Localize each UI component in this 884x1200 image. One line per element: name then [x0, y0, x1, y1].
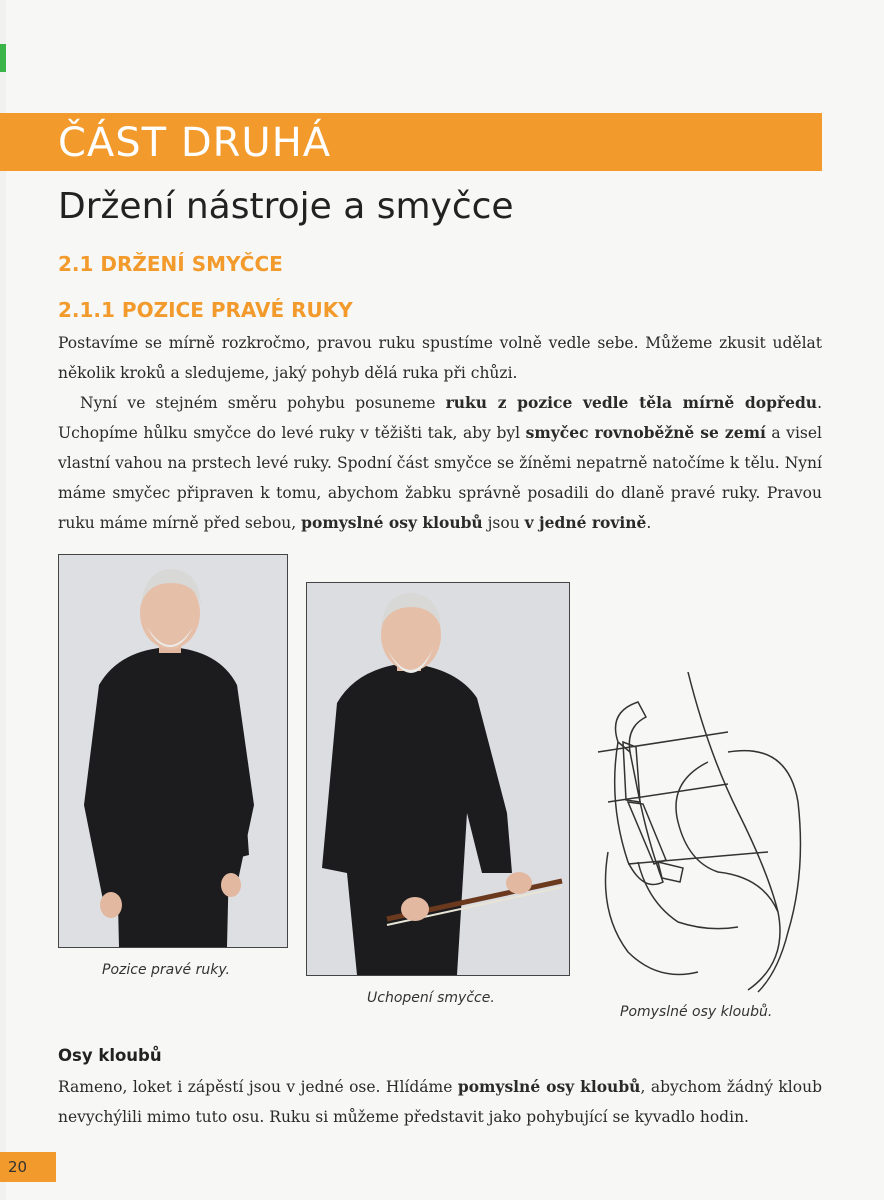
text-run: , abychom žádný kloub nevychýlili mimo tuto osu. Ruku si můžeme představit jako pohybující se kyvadlo hodin. [58, 1078, 822, 1126]
page-number: 20 [0, 1152, 56, 1182]
joint-axes-diagram [588, 672, 812, 998]
section-heading: 2.1 DRŽENÍ SMYČCE [58, 252, 283, 276]
text-run: jsou [482, 514, 525, 532]
text-run: a visel vlastní vahou na prstech levé ruky. Spodní část smyčce se žíněmi nepatrně natočíme k tělu. Nyní máme smyčec připraven k tomu, abychom žabku správně posadili do dlaně pravé ruky. Pravou ruku máme mírně před sebou, [58, 424, 822, 532]
bold-run: v jedné rovině [524, 513, 647, 532]
photo-right-hand-position [58, 554, 288, 948]
bold-run: ruku z pozice vedle těla mírně dopředu [445, 393, 818, 412]
page-edge-marker [0, 44, 6, 72]
text-run: Rameno, loket i zápěstí jsou v jedné ose. Hlídáme [58, 1078, 458, 1096]
man-standing-illustration [59, 555, 287, 947]
chapter-title: Držení nástroje a smyčce [58, 186, 514, 227]
photo-caption-bow-grip: Uchopení smyčce. [367, 990, 495, 1006]
bold-run: pomyslné osy kloubů [301, 513, 483, 532]
bold-run: pomyslné osy kloubů [457, 1077, 641, 1096]
paragraph-3 [58, 1072, 822, 1132]
bold-run: smyčec rovnoběžně se zemí [525, 423, 766, 442]
text-run: . [646, 514, 652, 532]
photo-bow-grip [306, 582, 570, 976]
photo-caption-right-hand: Pozice pravé ruky. [102, 962, 230, 978]
paragraph-1: Postavíme se mírně rozkročmo, pravou ruku spustíme volně vedle sebe. Můžeme zkusit udělat několik kroků a sledujeme, jaký pohyb dělá ruka při chůzi. [58, 334, 822, 382]
man-holding-bow-illustration [307, 583, 569, 975]
text-run: Nyní ve stejném směru pohybu posuneme [80, 394, 446, 412]
joint-axes-heading: Osy kloubů [58, 1046, 162, 1065]
text-run: . Uchopíme hůlku smyčce do levé ruky v těžišti tak, aby byl [58, 394, 822, 442]
part-title: ČÁST DRUHÁ [58, 120, 332, 166]
subsection-heading: 2.1.1 POZICE PRAVÉ RUKY [58, 298, 353, 322]
diagram-caption: Pomyslné osy kloubů. [620, 1004, 773, 1020]
paragraph-2 [58, 388, 822, 538]
